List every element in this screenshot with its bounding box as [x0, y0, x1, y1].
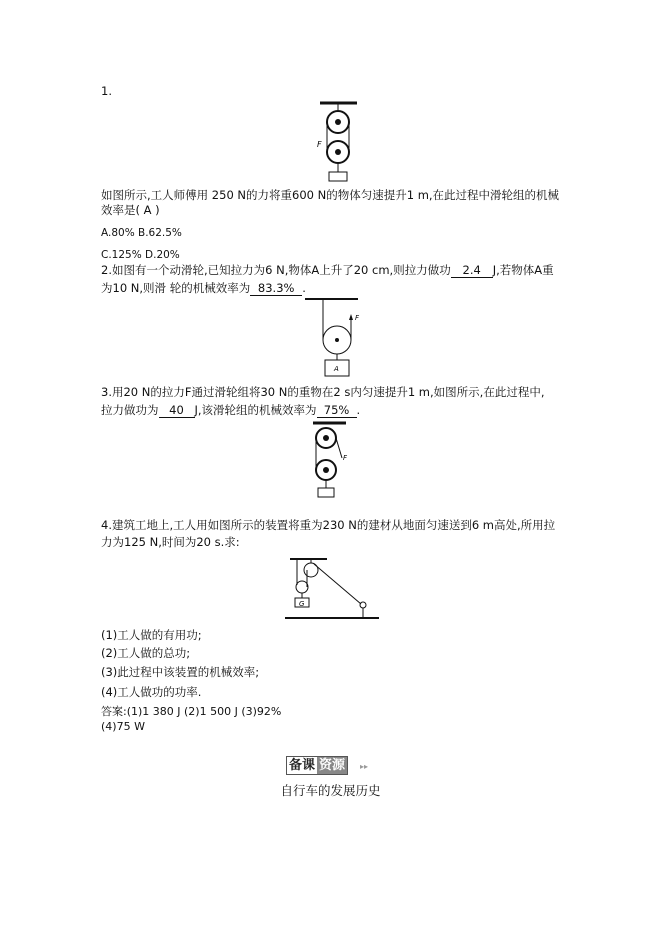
- q4-line1: 4.建筑工地上,工人用如图所示的装置将重为230 N的建材从地面匀速送到6 m高处,所用拉: [101, 518, 556, 532]
- svg-text:F: F: [343, 454, 348, 462]
- q4-line2: 力为125 N,时间为20 s.求:: [101, 535, 240, 549]
- force-label: F: [317, 140, 322, 149]
- q4-sub-1: (1)工人做的有用功;: [101, 628, 202, 642]
- q1-options-cd: C.125% D.20%: [101, 249, 180, 261]
- q4-pulley-figure: [285, 557, 380, 623]
- q4-sub-3: (3)此过程中该装置的机械效率;: [101, 665, 260, 679]
- svg-text:G: G: [299, 600, 305, 608]
- q1-text-line2: 效率是( A ): [101, 203, 160, 217]
- svg-text:A: A: [334, 365, 339, 373]
- svg-text:F: F: [355, 314, 360, 322]
- q4-answer-line2: (4)75 W: [101, 720, 145, 733]
- q2-answer-work: 2.4: [451, 263, 493, 278]
- q4-sub-2: (2)工人做的总功;: [101, 646, 191, 660]
- q3-pulley-figure: [308, 420, 358, 502]
- q4-sub-4: (4)工人做功的功率.: [101, 685, 202, 699]
- q1-pulley-figure: [315, 100, 365, 184]
- q3-answer-efficiency: 75%: [317, 403, 357, 418]
- q2-line2: 为10 N,则滑 轮的机械效率为 83.3% .: [101, 281, 306, 295]
- q1-number: 1.: [101, 84, 112, 98]
- q3-line1: 3.用20 N的拉力F通过滑轮组将30 N的重物在2 s内匀速提升1 m,如图所示,在此过程中,: [101, 385, 545, 399]
- q4-answer-line1: 答案:(1)1 380 J (2)1 500 J (3)92%: [101, 705, 282, 718]
- q2-answer-efficiency: 83.3%: [250, 281, 302, 296]
- arrow-icon: ▸▸: [360, 762, 369, 771]
- q3-answer-work: 40: [159, 403, 195, 418]
- section-title: 自行车的发展历史: [280, 783, 381, 798]
- q2-pulley-figure: [300, 296, 370, 380]
- q1-options-ab: A.80% B.62.5%: [101, 227, 182, 239]
- q1-text-line1: 如图所示,工人师傅用 250 N的力将重600 N的物体匀速提升1 m,在此过程中滑轮组的机械: [101, 188, 560, 202]
- resource-badge: 备课 资源: [286, 756, 348, 775]
- q3-line2: 拉力做功为 40 J,该滑轮组的机械效率为 75% .: [101, 403, 361, 417]
- q2-line1: 2.如图有一个动滑轮,已知拉力为6 N,物体A上升了20 cm,则拉力做功 2.4 J,若物体A重: [101, 263, 554, 277]
